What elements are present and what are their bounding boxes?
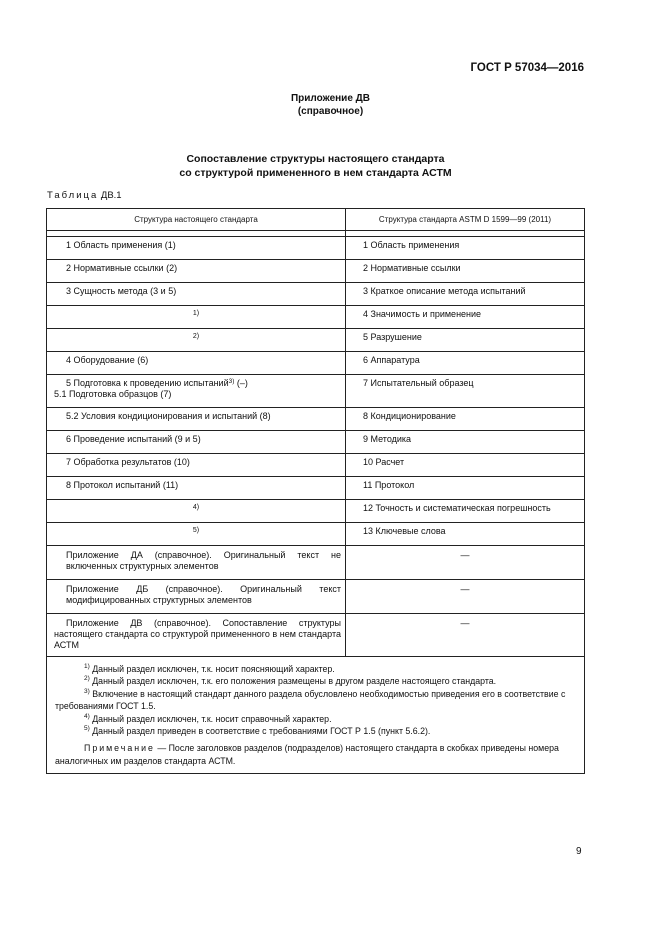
footnote-text: Данный раздел исключен, т.к. его положения размещены в другом разделе настоящего стандарта. — [89, 676, 497, 687]
annex-subtitle: (справочное) — [297, 106, 364, 117]
table-caption — [47, 190, 122, 201]
table-row — [47, 454, 585, 477]
table-cell-text: (–) — [234, 378, 248, 388]
table-cell-standard: Приложение ДВ (справочное). Сопоставление структуры настоящего стандарта со структурой примененного в нем стандарта АСТМ — [47, 614, 346, 657]
table-cell-astm: 10 Расчет — [346, 454, 585, 477]
table-cell-astm: 5 Разрушение — [346, 329, 585, 352]
note-text: — После заголовков разделов (подразделов) настоящего стандарта в скобках приведены номера аналогичных им разделов стандарта АСТМ. — [55, 743, 559, 766]
table-cell-astm: 11 Протокол — [346, 477, 585, 500]
table-row — [47, 329, 585, 352]
table-notes — [47, 657, 585, 774]
table-cell-astm: — — [346, 614, 585, 657]
table-cell-astm: — — [346, 546, 585, 580]
table-note — [55, 742, 578, 767]
footnote-mark: 3) — [84, 687, 90, 695]
footnote-text: Данный раздел приведен в соответствие с требованиями ГОСТ Р 1.5 (пункт 5.6.2). — [89, 726, 431, 737]
section-title-line: со структурой примененного в нем стандарта АСТМ — [179, 167, 452, 179]
note-label: Примечание — [84, 743, 155, 754]
annex-heading — [0, 92, 661, 118]
table-row — [47, 500, 585, 523]
annex-title: Приложение ДВ — [290, 93, 371, 104]
table-row — [47, 477, 585, 500]
footnote-mark: 5) — [84, 725, 90, 733]
table-row — [47, 260, 585, 283]
footnote-text: Включение в настоящий стандарт данного раздела обусловлено необходимостью приведения его в соответствие с требованиями ГОСТ 1.5. — [55, 688, 566, 712]
table-cell-astm: 13 Ключевые слова — [346, 523, 585, 546]
footnote-mark: 1) — [84, 663, 90, 670]
section-title — [0, 152, 631, 180]
footnote — [55, 725, 578, 737]
footnote — [55, 688, 578, 713]
table-cell-astm: 6 Аппаратура — [346, 352, 585, 375]
footnote — [55, 713, 578, 725]
footnote — [55, 675, 578, 687]
column-header: Структура стандарта ASTM D 1599—99 (2011) — [346, 209, 585, 231]
table-cell-astm: 7 Испытательный образец — [346, 375, 585, 408]
table-cell-standard: 6 Проведение испытаний (9 и 5) — [47, 431, 346, 454]
table-cell-standard: 5.2 Условия кондиционирования и испытаний (8) — [47, 408, 346, 431]
table-row — [47, 523, 585, 546]
table-row — [47, 352, 585, 375]
table-cell-footnote-ref: 5) — [47, 523, 346, 546]
table-cell-astm: 1 Область применения — [346, 237, 585, 260]
table-cell-standard: 3 Сущность метода (3 и 5) — [47, 283, 346, 306]
table-row — [47, 306, 585, 329]
table-row — [47, 580, 585, 614]
table-cell-astm: 4 Значимость и применение — [346, 306, 585, 329]
table-cell-standard: 2 Нормативные ссылки (2) — [47, 260, 346, 283]
page-number: 9 — [576, 846, 582, 857]
table-row — [47, 431, 585, 454]
table-cell-standard: 7 Обработка результатов (10) — [47, 454, 346, 477]
table-cell-astm: 2 Нормативные ссылки — [346, 260, 585, 283]
table-cell-standard: Приложение ДА (справочное). Оригинальный текст не включенных структурных элементов — [47, 546, 346, 580]
table-row — [47, 237, 585, 260]
column-header: Структура настоящего стандарта — [47, 209, 346, 231]
comparison-table — [46, 208, 585, 774]
table-caption-number: ДВ.1 — [100, 190, 122, 201]
table-cell-astm: 8 Кондиционирование — [346, 408, 585, 431]
footnote-ref: 3) — [228, 378, 235, 385]
table-cell-footnote-ref: 2) — [47, 329, 346, 352]
table-cell-footnote-ref: 1) — [47, 306, 346, 329]
table-cell-standard: 8 Протокол испытаний (11) — [47, 477, 346, 500]
footnote — [55, 663, 578, 675]
table-cell-standard — [47, 375, 346, 408]
table-cell-footnote-ref: 4) — [47, 500, 346, 523]
table-row — [47, 408, 585, 431]
footnote-text: Данный раздел исключен, т.к. носит поясняющий характер. — [89, 664, 335, 674]
table-cell-standard: 1 Область применения (1) — [47, 237, 346, 260]
table-cell-standard: Приложение ДБ (справочное). Оригинальный текст модифицированных структурных элементов — [47, 580, 346, 614]
table-cell-astm: 9 Методика — [346, 431, 585, 454]
footnote-mark: 4) — [84, 712, 90, 720]
table-caption-label: Таблица — [47, 190, 99, 201]
table-cell-standard: 4 Оборудование (6) — [47, 352, 346, 375]
document-code: ГОСТ Р 57034—2016 — [470, 62, 584, 74]
table-cell-astm: 12 Точность и систематическая погрешность — [346, 500, 585, 523]
footnote-text: Данный раздел исключен, т.к. носит справочный характер. — [89, 713, 332, 724]
footnote-mark: 2) — [84, 675, 90, 683]
table-row — [47, 614, 585, 657]
table-cell-text: 5 Подготовка к проведению испытаний — [66, 378, 229, 388]
table-row — [47, 546, 585, 580]
table-row — [47, 375, 585, 408]
section-title-line: Сопоставление структуры настоящего стандарта — [186, 153, 445, 165]
table-row — [47, 283, 585, 306]
table-cell-text: 5.1 Подготовка образцов (7) — [54, 389, 172, 399]
table-cell-astm: — — [346, 580, 585, 614]
table-cell-astm: 3 Краткое описание метода испытаний — [346, 283, 585, 306]
